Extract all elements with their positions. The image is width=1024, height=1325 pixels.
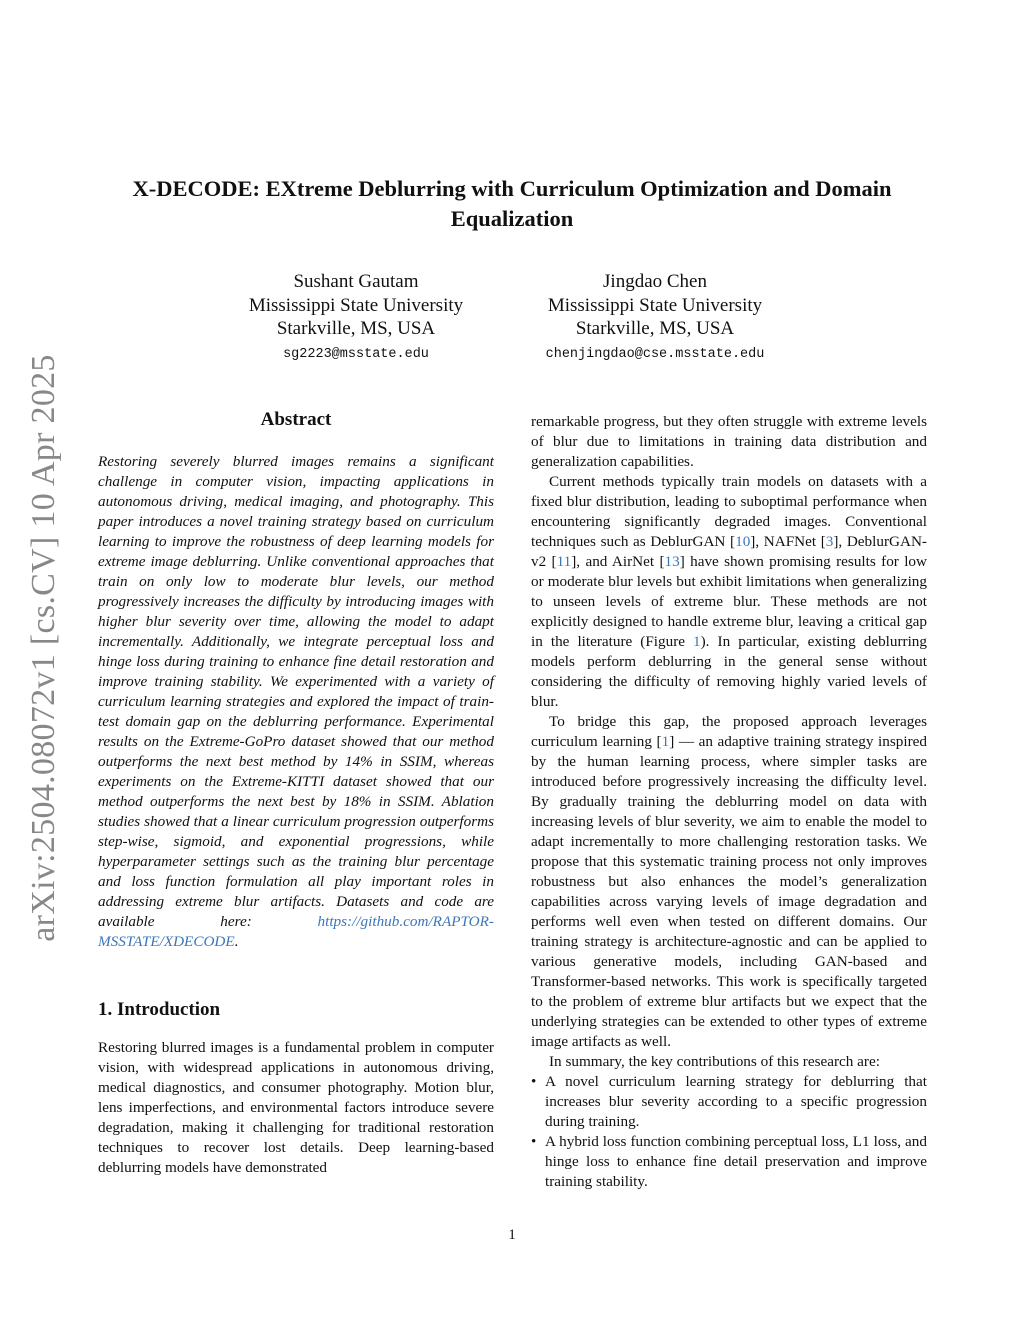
author-name: Sushant Gautam (293, 271, 419, 292)
author-location: Starkville, MS, USA (276, 318, 436, 339)
list-item: • A novel curriculum learning strategy for deblurring that increases blur severity according to a specific progression during training. (531, 1073, 927, 1130)
left-column (98, 408, 494, 1178)
right-column (531, 412, 927, 1192)
author-email: chenjingdao@cse.msstate.edu (545, 346, 765, 362)
abstract-heading: Abstract (260, 409, 332, 430)
section-heading-introduction: 1. Introduction (98, 999, 221, 1020)
figure-reference-link[interactable]: 1 (693, 633, 701, 650)
author-location: Starkville, MS, USA (575, 318, 735, 339)
author-name: Jingdao Chen (603, 271, 707, 292)
author-block (485, 270, 825, 366)
arxiv-identifier-stamp: arXiv:2504.08072v1 [cs.CV] 10 Apr 2025 (25, 354, 62, 942)
intro-paragraph: Current methods typically train models on datasets with a fixed blur distribution, leading to suboptimal performance when encountering significantly degraded images. Conventional techniques such as DeblurGAN [10], NAFNet [3], DeblurGAN-v2 [11], and AirNet [13] have shown promising results for low or moderate blur levels but exhibit limitations when generalizing to unseen levels of extreme blur. These methods are not explicitly designed to handle extreme blur, leaving a critical gap in the literature (Figure 1). In particular, existing deblurring models perform deblurring in the general sense without considering the difficulty of removing highly varied levels of blur. (531, 473, 927, 710)
contributions-list (531, 1072, 927, 1192)
page-number: 1 (508, 1226, 516, 1243)
abstract-text: Restoring severely blurred images remains a significant challenge in computer vision, impacting applications in autonomous driving, medical imaging, and photography. This paper introduces a novel training strategy based on curriculum learning to improve the robustness of deep learning models for extreme image deblurring. Unlike conventional approaches that train on only low to moderate blur levels, our method progressively increases the difficulty by introducing images with higher blur severity over time, allowing the model to adapt incrementally. Additionally, we integrate perceptual loss and hinge loss during training to enhance fine detail restoration and improve training stability. We experimented with a variety of curriculum learning strategies and explored the impact of train-test domain gap on the deblurring performance. Experimental results on the Extreme-GoPro dataset showed that our method outperforms the next best method by 14% in SSIM, whereas experiments on the Extreme-KITTI dataset showed that our method outperforms the next best by 18% in SSIM. Ablation studies showed that a linear curriculum progression outperforms step-wise, sigmoid, and exponential progressions, while hyperparameter settings such as the training blur percentage and loss function formulation all play important roles in addressing extreme blur artifacts. Datasets and code are available here: https://github.com/RAPTOR-MSSTATE/XDECODE. (98, 453, 494, 950)
bullet-icon: • (531, 1133, 537, 1150)
citation-link[interactable]: 1 (661, 733, 670, 750)
paper-title: X-DECODE: EXtreme Deblurring with Curriculum Optimization and Domain Equalization (132, 176, 892, 231)
contributions-intro: In summary, the key contributions of this research are: (549, 1053, 880, 1070)
code-link[interactable]: https://github.com/RAPTOR-MSSTATE/XDECODE (98, 913, 494, 950)
author-affiliation: Mississippi State University (248, 294, 464, 316)
author-block (186, 270, 526, 366)
author-email: sg2223@msstate.edu (283, 346, 429, 362)
citation-link[interactable]: 10 (735, 533, 751, 550)
citation-link[interactable]: 13 (664, 553, 680, 570)
citation-link[interactable]: 3 (825, 533, 834, 550)
author-affiliation: Mississippi State University (547, 294, 763, 316)
citation-link[interactable]: 11 (556, 553, 572, 570)
intro-paragraph-continued: remarkable progress, but they often struggle with extreme levels of blur due to limitations in training data distribution and generalization capabilities. (531, 413, 927, 470)
list-item: • A hybrid loss function combining perceptual loss, L1 loss, and hinge loss to enhance fine detail preservation and improve training stability. (531, 1133, 927, 1190)
intro-paragraph: To bridge this gap, the proposed approach leverages curriculum learning [1] — an adaptive training strategy inspired by the human learning process, where simpler tasks are introduced before progressively increasing the difficulty level. By gradually training the deblurring model on data with increasing levels of blur severity, we aim to enable the model to adapt incrementally to more challenging restoration tasks. We propose that this systematic training process not only improves robustness but also enhances the model’s generalization capabilities across varying levels of image degradation and performs well even when tested on different domains. Our training strategy is architecture-agnostic and can be applied to various generative models, including GAN-based and Transformer-based networks. This work is specifically targeted to the problem of extreme blur artifacts but we expect that the underlying strategies can be extended to other types of extreme image artifacts as well. (531, 713, 927, 1050)
bullet-icon: • (531, 1073, 537, 1090)
intro-paragraph: Restoring blurred images is a fundamental problem in computer vision, with widespread applications in autonomous driving, medical diagnostics, and consumer photography. Motion blur, lens imperfections, and environmental factors introduce severe degradation, making it challenging for traditional restoration techniques to recover lost details. Deep learning-based deblurring models have demonstrated (98, 1039, 494, 1176)
